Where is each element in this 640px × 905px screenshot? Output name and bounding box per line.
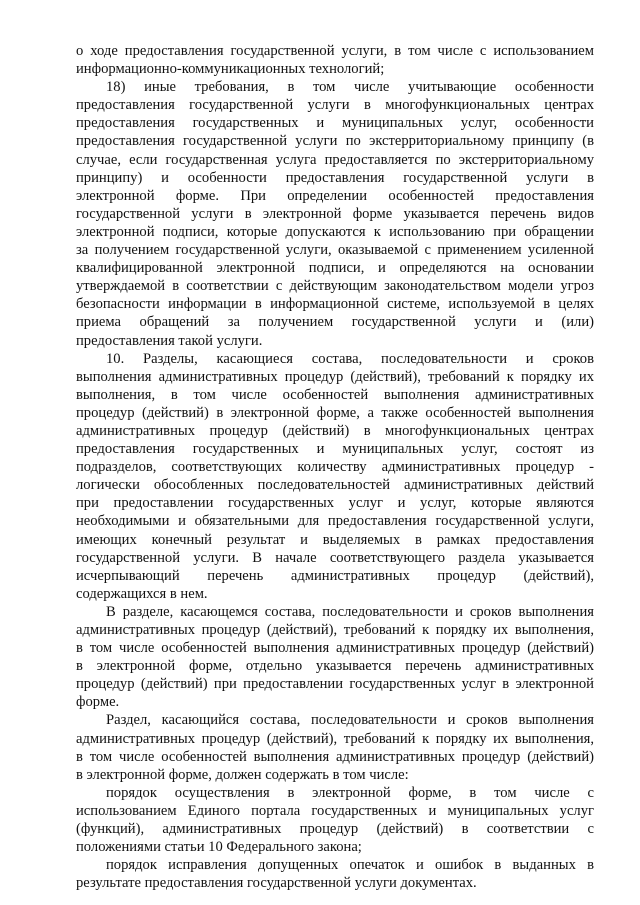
text-line: имеющих конечный результат и выделяемых в рамках предоставления	[76, 531, 594, 548]
paragraph-continuation	[76, 42, 594, 78]
text-line: необходимыми и обязательными для предоставления государственной услуги,	[76, 513, 594, 530]
text-line: принципу) и особенности предоставления государственной услуги в	[76, 169, 594, 186]
text-line: использованием Единого портала государственных и муниципальных услуг	[76, 802, 594, 819]
text-line: 10. Разделы, касающиеся состава, последовательности и сроков	[106, 350, 594, 367]
text-line: процедур (действий) в электронной форме, а также особенностей выполнения	[76, 404, 594, 421]
text-line: предоставления такой услуги.	[76, 332, 263, 349]
paragraph-section-10	[76, 350, 594, 603]
text-line: о ходе предоставления государственной услуги, в том числе с использованием	[76, 43, 594, 59]
text-line: предоставления государственных и муниципальных услуг, особенности	[76, 115, 594, 132]
text-line: приема обращений за получением государственной услуги и (или)	[76, 314, 594, 331]
paragraph-poryadok-ispravleniya	[76, 856, 594, 892]
text-line: в электронной форме, отдельно указывается перечень административных	[76, 658, 594, 675]
text-line: электронной форме. При определении особенностей предоставления	[76, 187, 594, 204]
text-line: административных процедур (действий), требований к порядку их выполнения,	[76, 730, 594, 747]
text-line: государственной услуги. В начале соответствующего раздела указывается	[76, 549, 594, 566]
text-line: выполнения административных процедур (действий), требований к порядку их	[76, 368, 594, 385]
text-line: случае, если государственная услуга предоставляется по экстерриториальному	[76, 151, 594, 168]
text-line: в электронной форме, должен содержать в том числе:	[76, 766, 409, 783]
text-line: порядок осуществления в электронной форме, в том числе с	[106, 784, 594, 801]
text-line: безопасности информации в информационной системе, используемой в целях	[76, 296, 594, 313]
text-line: В разделе, касающемся состава, последовательности и сроков выполнения	[106, 603, 594, 620]
text-line: предоставления государственной услуги в многофункциональных центрах	[76, 97, 594, 114]
text-line: процедур (действий) при предоставлении государственных услуг в электронной	[76, 676, 594, 693]
text-line: Раздел, касающийся состава, последовательности и сроков выполнения	[106, 712, 594, 729]
text-line: 18) иные требования, в том числе учитывающие особенности	[106, 79, 594, 96]
text-line: форме.	[76, 694, 120, 711]
paragraph-razdele	[76, 603, 594, 712]
text-line: электронной подписи, которые допускаются к использованию при обращении	[76, 223, 594, 240]
text-line: квалифицированной электронной подписи, и определяются на основании	[76, 260, 594, 277]
text-line: предоставления государственных и муниципальных услуг, состоят из	[76, 441, 594, 458]
text-line: исчерпывающий перечень административных процедур (действий),	[76, 567, 594, 584]
paragraph-razdel	[76, 711, 594, 783]
text-line: положениями статьи 10 Федерального закона;	[76, 839, 362, 856]
text-line: результате предоставления государственной услуги документах.	[76, 875, 477, 892]
text-line: содержащихся в нем.	[76, 585, 208, 602]
text-line: (функций), административных процедур (действий) в соответствии с	[76, 821, 594, 838]
text-line: в том числе особенностей выполнения административных процедур (действий)	[76, 640, 594, 657]
text-line: государственной услуги в электронной форме указывается перечень видов	[76, 205, 594, 222]
text-line: за получением государственной услуги, оказываемой с применением усиленной	[76, 242, 594, 259]
paragraph-item-18	[76, 78, 594, 349]
text-line: подразделов, соответствующих количеству административных процедур -	[76, 459, 594, 476]
text-line: порядок исправления допущенных опечаток и ошибок в выданных в	[106, 857, 594, 874]
text-line: логически обособленных последовательностей административных действий	[76, 477, 594, 494]
text-line: утверждаемой в соответствии с действующим законодательством модели угроз	[76, 278, 594, 295]
text-line: при предоставлении государственных услуг и услуг, которые являются	[76, 495, 594, 512]
text-line: в том числе особенностей выполнения административных процедур (действий)	[76, 748, 594, 765]
text-line: предоставления государственной услуги по экстерриториальному принципу (в	[76, 133, 594, 150]
text-line: информационно-коммуникационных технологий;	[76, 61, 385, 78]
text-line: выполнения, в том числе особенностей выполнения административных	[76, 386, 594, 403]
text-line: административных процедур (действий), требований к порядку их выполнения,	[76, 622, 594, 638]
text-line: административных процедур (действий) в многофункциональных центрах	[76, 422, 594, 439]
paragraph-poryadok-osushchestvleniya	[76, 784, 594, 856]
